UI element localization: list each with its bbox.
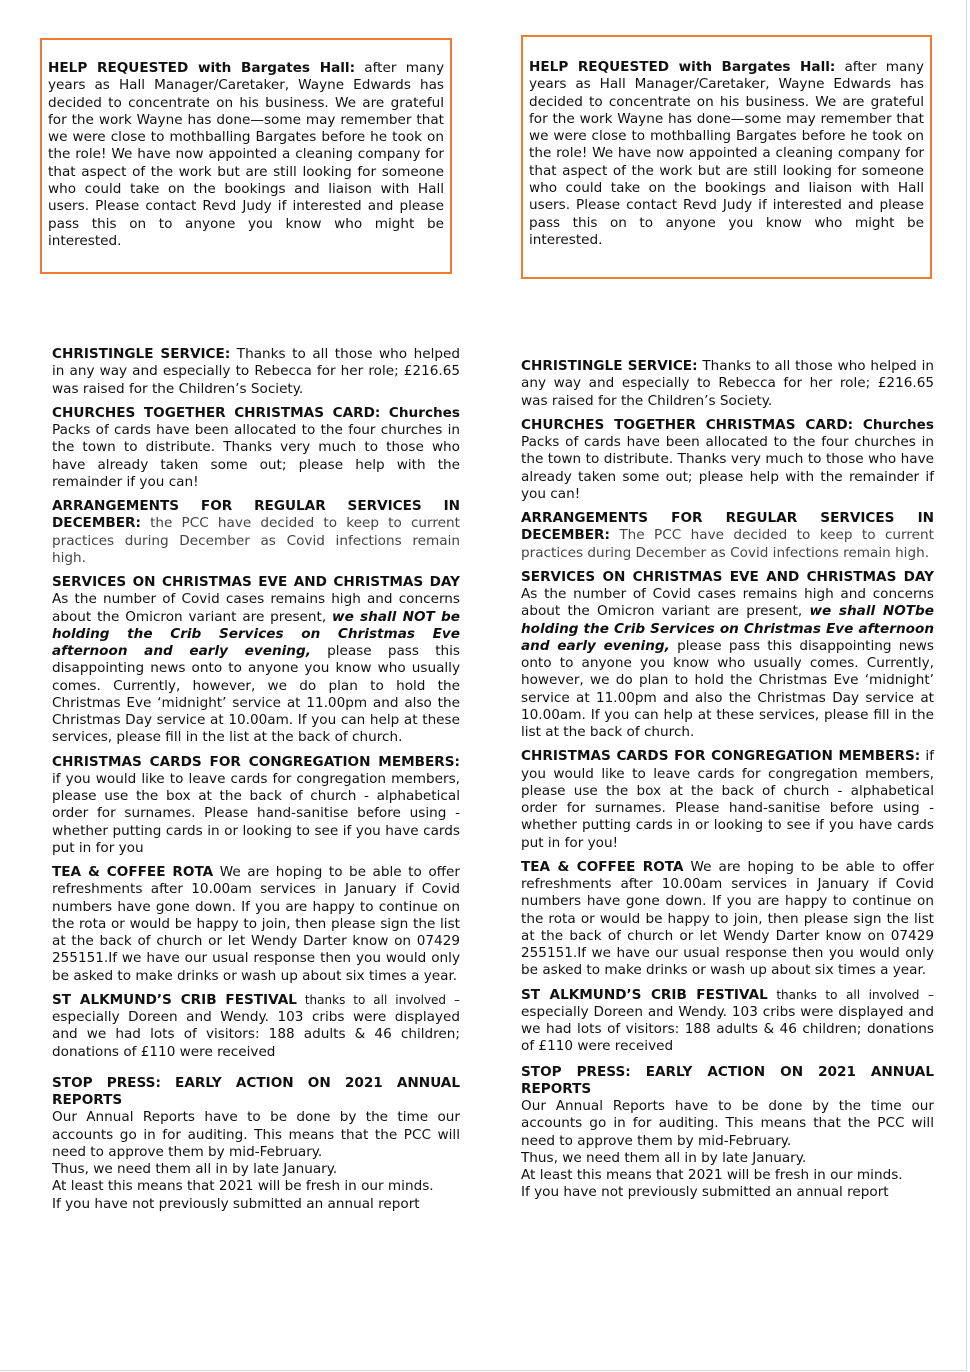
crib-festival-thanks: thanks to all involved – (296, 992, 460, 1007)
christmas-card-item (521, 417, 934, 503)
christmas-card-head: CHURCHES TOGETHER CHRISTMAS CARD: Churches (52, 404, 460, 421)
christmas-services-body-b: please pass this disappointing news onto to anyone you know who usually comes. Currently, however, we do plan to hold the Christmas Eve ‘midnight’ service at 11.00pm and also the Christmas Day service at 10.00am. If you can help at these services, please fill in the list at the back of church. (521, 637, 934, 740)
stop-press-line: If you have not previously submitted an annual report (521, 1184, 889, 1201)
tea-coffee-body: We are hoping to be able to offer refreshments after 10.00am services in January if Covid numbers have gone down. If you are happy to continue on the rota or would be happy to join, then please sign the list at the back of church or let Wendy Darter know on 07429 255151.If we have our usual response then you would only be asked to make drinks or wash up about six times a year. (521, 858, 934, 979)
arrangements-item (52, 498, 460, 567)
christingle-body: Thanks to all those who helped in any way and especially to Rebecca for her role; £216.65 was raised for the Children’s Society. (52, 346, 460, 397)
crib-festival-body: especially Doreen and Wendy. 103 cribs were displayed and we had lots of visitors: 188 adults & 46 children; donations of £110 were received (52, 1009, 460, 1060)
congregation-cards-body: if you would like to leave cards for congregation members, please use the box at the back of church - alphabetical order for surnames. Please hand-sanitise before using - whether putting cards in or looking to see if you have cards put in for you! (521, 748, 934, 851)
christmas-services-emphasis: we shall NOTbe holding the Crib Services on Christmas Eve afternoon and early evening, (521, 603, 934, 654)
crib-festival-thanks: thanks to all involved – (767, 987, 934, 1002)
tea-coffee-item (521, 859, 934, 980)
christmas-services-emphasis: we shall NOT be holding the Crib Services on Christmas Eve afternoon and early evening, (52, 608, 460, 659)
christingle-item (521, 358, 934, 410)
stop-press-line: Our Annual Reports have to be done by the time our accounts go in for auditing. This means that the PCC will need to approve them by mid-February. (52, 1109, 460, 1160)
tea-coffee-item (52, 864, 460, 985)
arrangements-item (521, 510, 934, 562)
arrangements-body: the PCC have decided to keep to current practices during December as Covid infections remain high. (52, 515, 460, 566)
news-column-right (521, 358, 934, 1209)
christingle-head: CHRISTINGLE SERVICE: (52, 346, 231, 362)
congregation-cards-head: CHRISTMAS CARDS FOR CONGREGATION MEMBERS: (521, 748, 921, 765)
christmas-services-head: SERVICES ON CHRISTMAS EVE AND CHRISTMAS DAY (52, 574, 460, 590)
congregation-cards-item (52, 754, 460, 858)
stop-press-line: Our Annual Reports have to be done by the time our accounts go in for auditing. This means that the PCC will need to approve them by mid-February. (521, 1098, 934, 1149)
stop-press-item (52, 1075, 460, 1213)
christmas-services-item (52, 574, 460, 747)
crib-festival-item (521, 987, 934, 1056)
christmas-services-body-a: As the number of Covid cases remains high and concerns about the Omicron variant are present, (52, 591, 460, 625)
help-body: after many years as Hall Manager/Caretaker, Wayne Edwards has decided to concentrate on his business. We are grateful for the work Wayne has done—some may remember that we were close to mothballing Bargates before he took on the role! We have now appointed a cleaning company for that aspect of the work but are still looking for someone who could take on the bookings and liaison with Hall users. Please contact Revd Judy if interested and please pass this on to anyone you know who might be interested. (48, 60, 444, 249)
stop-press-head: STOP PRESS: EARLY ACTION ON 2021 ANNUAL REPORTS (521, 1063, 934, 1097)
crib-festival-head: ST ALKMUND’S CRIB FESTIVAL (521, 986, 768, 1003)
christmas-services-body-b: please pass this disappointing news onto to anyone you know who usually comes. Currently, however, we do plan to hold the Christmas Eve ‘midnight’ service at 11.00pm and also the Christmas Day service at 10.00am. If you can help at these services, please fill in the list at the back of church. (52, 643, 460, 746)
tea-coffee-head: TEA & COFFEE ROTA (521, 858, 684, 875)
stop-press-line: At least this means that 2021 will be fresh in our minds. (521, 1167, 903, 1183)
stop-press-line: At least this means that 2021 will be fresh in our minds. (52, 1178, 434, 1195)
stop-press-head: STOP PRESS: EARLY ACTION ON 2021 ANNUAL REPORTS (52, 1074, 460, 1108)
stop-press-item (521, 1064, 934, 1202)
congregation-cards-head: CHRISTMAS CARDS FOR CONGREGATION MEMBERS: (52, 753, 460, 770)
christmas-services-body-a: As the number of Covid cases remains high and concerns about the Omicron variant are present, (521, 586, 934, 620)
crib-festival-body: especially Doreen and Wendy. 103 cribs were displayed and we had lots of visitors: 188 adults & 46 children; donations of £110 were received (521, 1003, 934, 1055)
christmas-card-body: Packs of cards have been allocated to the four churches in the town to distribute. Thanks very much to those who have already taken some out; please help with the remainder if you can! (52, 422, 460, 490)
congregation-cards-item (521, 748, 934, 852)
christmas-card-body: Packs of cards have been allocated to the four churches in the town to distribute. Thanks very much to those who have already taken some out; please help with the remainder if you can! (521, 434, 934, 502)
arrangements-head: ARRANGEMENTS FOR REGULAR SERVICES IN DECEMBER: (52, 498, 460, 532)
christmas-services-item (521, 569, 934, 742)
help-title: HELP REQUESTED with Bargates Hall: (529, 59, 836, 75)
crib-festival-head: ST ALKMUND’S CRIB FESTIVAL (52, 991, 297, 1008)
arrangements-body: The PCC have decided to keep to current practices during December as Covid infections remain high. (521, 527, 934, 561)
christmas-card-item (52, 405, 460, 491)
congregation-cards-body: if you would like to leave cards for congregation members, please use the box at the back of church - alphabetical order for surnames. Please hand-sanitise before using - whether putting cards in or looking to see if you have cards put in for you (52, 770, 460, 856)
tea-coffee-body: We are hoping to be able to offer refreshments after 10.00am services in January if Covid numbers have gone down. If you are happy to continue on the rota or would be happy to join, then please sign the list at the back of church or let Wendy Darter know on 07429 255151.If we have our usual response then you would only be asked to make drinks or wash up about six times a year. (52, 864, 460, 984)
stop-press-line: If you have not previously submitted an annual report (52, 1195, 420, 1212)
christmas-card-head: CHURCHES TOGETHER CHRISTMAS CARD: Churches (521, 416, 934, 433)
help-requested-box-left (40, 38, 452, 274)
help-body: after many years as Hall Manager/Caretaker, Wayne Edwards has decided to concentrate on his business. We are grateful for the work Wayne has done—some may remember that we were close to mothballing Bargates before he took on the role! We have now appointed a cleaning company for that aspect of the work but are still looking for someone who could take on the bookings and liaison with Hall users. Please contact Revd Judy if interested and please pass this on to anyone you know who might be interested. (529, 59, 924, 248)
christingle-item (52, 346, 460, 398)
christingle-head: CHRISTINGLE SERVICE: (521, 358, 698, 374)
news-column-left (52, 346, 460, 1220)
stop-press-line: Thus, we need them all in by late January. (521, 1149, 807, 1166)
tea-coffee-head: TEA & COFFEE ROTA (52, 864, 214, 880)
stop-press-line: Thus, we need them all in by late January. (52, 1161, 338, 1177)
christingle-body: Thanks to all those who helped in any way and especially to Rebecca for her role; £216.65 was raised for the Children’s Society. (521, 358, 934, 409)
help-title: HELP REQUESTED with Bargates Hall: (48, 60, 356, 76)
crib-festival-item (52, 992, 460, 1061)
help-requested-box-right (521, 35, 932, 279)
arrangements-head: ARRANGEMENTS FOR REGULAR SERVICES IN DECEMBER: (521, 510, 934, 544)
christmas-services-head: SERVICES ON CHRISTMAS EVE AND CHRISTMAS DAY (521, 568, 934, 585)
